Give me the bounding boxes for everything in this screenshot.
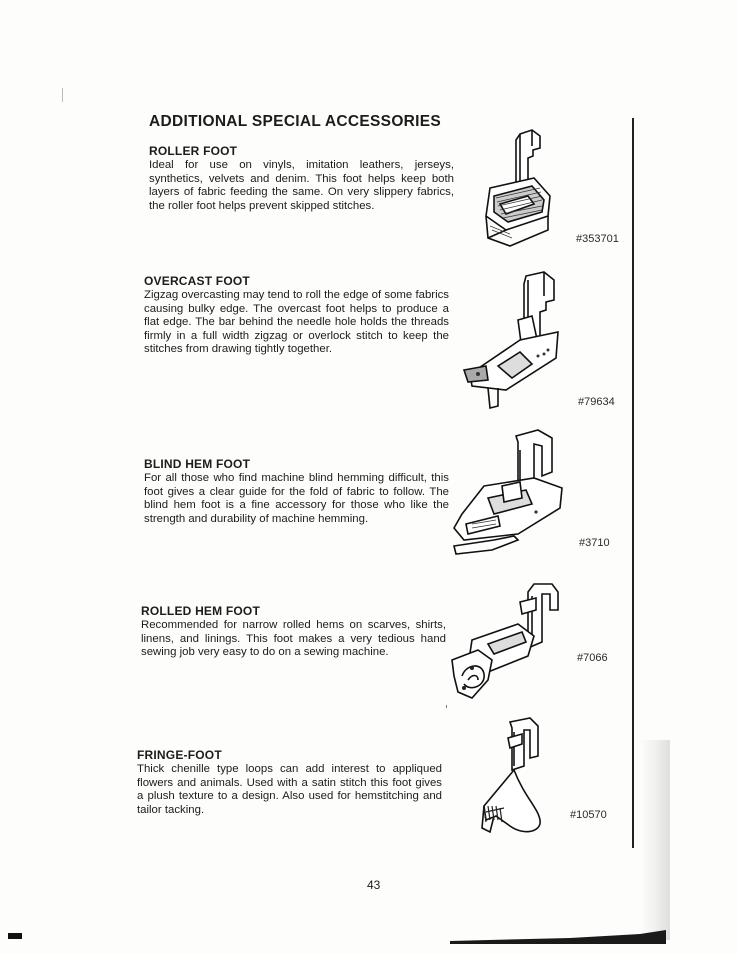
overcast-foot-icon bbox=[458, 270, 562, 412]
section-body: Ideal for use on vinyls, imitation leathers, jerseys, synthetics, velvets and denim. This foot helps keep both layers of fabric feeding the same. On very slippery fabrics, the roller foot helps prevent skipped stitches. bbox=[149, 159, 454, 212]
rolled-hem-foot-section bbox=[141, 604, 446, 660]
section-heading: FRINGE-FOOT bbox=[137, 748, 222, 762]
section-heading: ROLLED HEM FOOT bbox=[141, 604, 260, 618]
corner-mark bbox=[8, 933, 22, 939]
part-number: #353701 bbox=[576, 233, 619, 245]
section-body: Recommended for narrow rolled hems on scarves, shirts, linens, and linings. This foot makes a very tedious hand sewing job very easy to do on a sewing machine. bbox=[141, 619, 446, 659]
section-heading: OVERCAST FOOT bbox=[144, 274, 250, 288]
overcast-foot-section bbox=[144, 274, 449, 357]
page-title: ADDITIONAL SPECIAL ACCESSORIES bbox=[149, 113, 442, 130]
part-number: #3710 bbox=[579, 537, 610, 549]
blind-hem-foot-section bbox=[144, 457, 449, 526]
scan-edge-shadow bbox=[640, 740, 670, 940]
section-body: For all those who find machine blind hemming difficult, this foot gives a clear guide for the fold of fabric to follow. The blind hem foot is a fine accessory for those who like the strength and durability of machine hemming. bbox=[144, 472, 449, 525]
fringe-foot-section bbox=[137, 748, 442, 817]
scan-bottom-shadow bbox=[450, 930, 666, 944]
roller-foot-section bbox=[149, 144, 454, 213]
page-number: 43 bbox=[367, 878, 381, 892]
part-number: #7066 bbox=[577, 652, 608, 664]
part-number: #79634 bbox=[578, 396, 615, 408]
scan-mark bbox=[446, 705, 447, 708]
section-heading: BLIND HEM FOOT bbox=[144, 457, 251, 471]
scan-mark bbox=[62, 88, 63, 102]
fringe-foot-icon bbox=[474, 716, 556, 838]
section-body: Thick chenille type loops can add interest to appliqued flowers and animals. Used with a satin stitch this foot gives a plush texture to a design. Also used for hemstitching and tailor tacking. bbox=[137, 763, 442, 816]
blind-hem-foot-icon bbox=[448, 428, 566, 558]
section-body: Zigzag overcasting may tend to roll the edge of some fabrics causing bulky edge. The overcast foot helps to produce a flat edge. The bar behind the needle hole holds the threads firmly in a full width zigzag or overlock stitch to keep the stitches from drawing tightly together. bbox=[144, 289, 449, 356]
rolled-hem-foot-icon bbox=[448, 580, 560, 704]
roller-foot-icon bbox=[470, 126, 560, 248]
right-margin-rule bbox=[632, 118, 634, 848]
section-heading: ROLLER FOOT bbox=[149, 144, 238, 158]
part-number: #10570 bbox=[570, 809, 607, 821]
